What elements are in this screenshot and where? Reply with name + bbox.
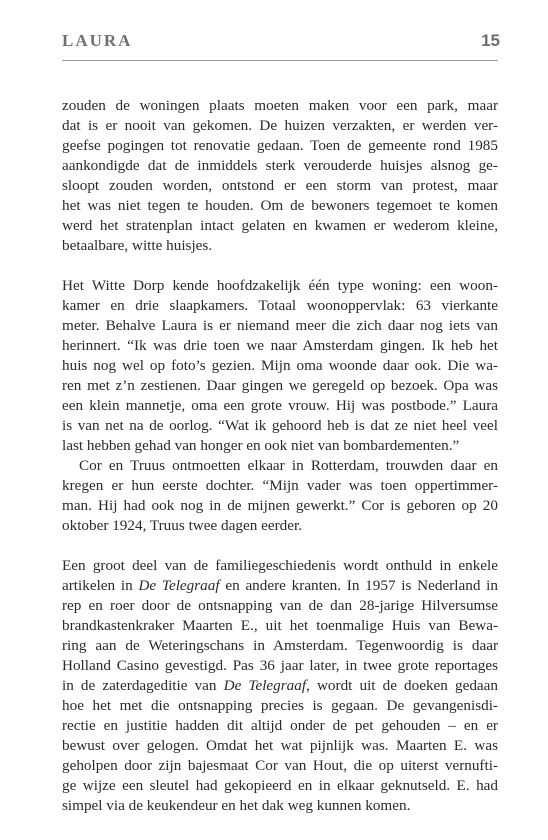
text-line: geefse pogingen tot renovatie gedaan. Toen de gemeente rond 1985: [62, 137, 498, 154]
text-line: Een groot deel van de familiegeschiedenis wordt onthuld in enkele: [62, 557, 498, 574]
text-line: man. Hij had ook nog in de mijnen gewerkt.” Cor is geboren op 20: [62, 497, 498, 514]
text-line: rep en roer door de ontsnapping van de dan 28-jarige Hilversumse: [62, 597, 498, 614]
text-line: ring aan de Weteringschans in Amsterdam. Tegenwoordig is daar: [62, 637, 498, 654]
text-line: kregen er hun eerste dochter. “Mijn vader was toen oppertimmer-: [62, 477, 498, 494]
text-run: en andere kranten. In 1957 is Nederland in: [219, 577, 498, 594]
text-line: Het Witte Dorp kende hoofdzakelijk één type woning: een woon-: [62, 277, 498, 294]
text-line: meter. Behalve Laura is er niemand meer die zich daar nog iets van: [62, 317, 498, 334]
text-run: , wordt uit de doeken gedaan: [306, 677, 498, 694]
text-line: [62, 676, 498, 696]
text-line: hoe het met die ontsnapping precies is gegaan. De gevangenisdi-: [62, 697, 498, 714]
text-line: dat is er nooit van gekomen. De huizen verzakten, er werden ver-: [62, 117, 498, 134]
text-line: sloopt zouden worden, ontstond er een storm van protest, maar: [62, 177, 498, 194]
text-line: werd het stratenplan intact gelaten en kwamen er wederom kleine,: [62, 217, 498, 234]
text-line: oktober 1924, Truus twee dagen eerder.: [62, 517, 302, 534]
header-rule: [62, 60, 498, 61]
text-line: rectie en justitie hadden dit altijd onder de pet gehouden – en er: [62, 717, 498, 734]
newspaper-title: De Telegraaf: [223, 677, 307, 694]
text-run: artikelen in: [62, 577, 139, 594]
text-line: Holland Casino gevestigd. Pas 36 jaar later, in twee grote reportages: [62, 657, 498, 674]
text-line: ge wijze een sleutel had gekopieerd en in elkaar geknutseld. E. had: [62, 777, 498, 794]
paragraph-4: [62, 556, 498, 816]
text-line: ren met z’n zestienen. Daar gingen we geregeld op bezoek. Opa was: [62, 377, 498, 394]
text-line: brandkastenkraker Maarten E., uit het toenmalige Huis van Bewa-: [62, 617, 498, 634]
paragraph-1: [62, 96, 498, 256]
text-run: in de zaterdageditie van: [62, 677, 224, 694]
running-head: [62, 31, 500, 53]
paragraph-3: [62, 456, 498, 536]
text-line: is van net na de oorlog. “Wat ik gehoord heb is dat ze niet heel veel: [62, 417, 498, 434]
text-line: bewust over gelogen. Omdat het wat pijnlijk was. Maarten E. was: [62, 737, 498, 754]
text-line: geholpen door zijn bajesmaat Cor van Hout, die op uiterst vernufti-: [62, 757, 498, 774]
text-line: Cor en Truus ontmoetten elkaar in Rotterdam, trouwden daar en: [79, 457, 498, 474]
section-break: [62, 536, 498, 556]
newspaper-title: De Telegraaf: [138, 577, 220, 594]
text-line: last hebben gehad van honger en ook niet van bombardementen.”: [62, 437, 460, 454]
text-line: herinnert. “Ik was drie toen we naar Amsterdam gingen. Ik heb het: [62, 337, 498, 354]
text-line: simpel via de keukendeur en het dak weg kunnen komen.: [62, 797, 411, 814]
text-line: kamer en drie slaapkamers. Totaal woonoppervlak: 63 vierkante: [62, 297, 498, 314]
page-number: 15: [481, 31, 500, 50]
text-line: betaalbare, witte huisjes.: [62, 237, 213, 254]
text-line: huis nog wel op foto’s gezien. Mijn oma woonde daar ook. Die wa-: [62, 357, 498, 374]
text-line: zouden de woningen plaats moeten maken voor een park, maar: [62, 97, 498, 114]
text-line: aankondigde dat de inmiddels sterk verouderde huisjes alsnog ge-: [62, 157, 498, 174]
running-title: LAURA: [62, 31, 133, 50]
paragraph-2: [62, 276, 498, 456]
text-line: een klein mannetje, oma een grote vrouw. Hij was postbode.” Laura: [62, 397, 498, 414]
text-line: het was niet tegen te houden. Om de bewoners tegemoet te komen: [62, 197, 498, 214]
body-text: [62, 96, 498, 816]
text-line: [62, 576, 498, 596]
section-break: [62, 256, 498, 276]
